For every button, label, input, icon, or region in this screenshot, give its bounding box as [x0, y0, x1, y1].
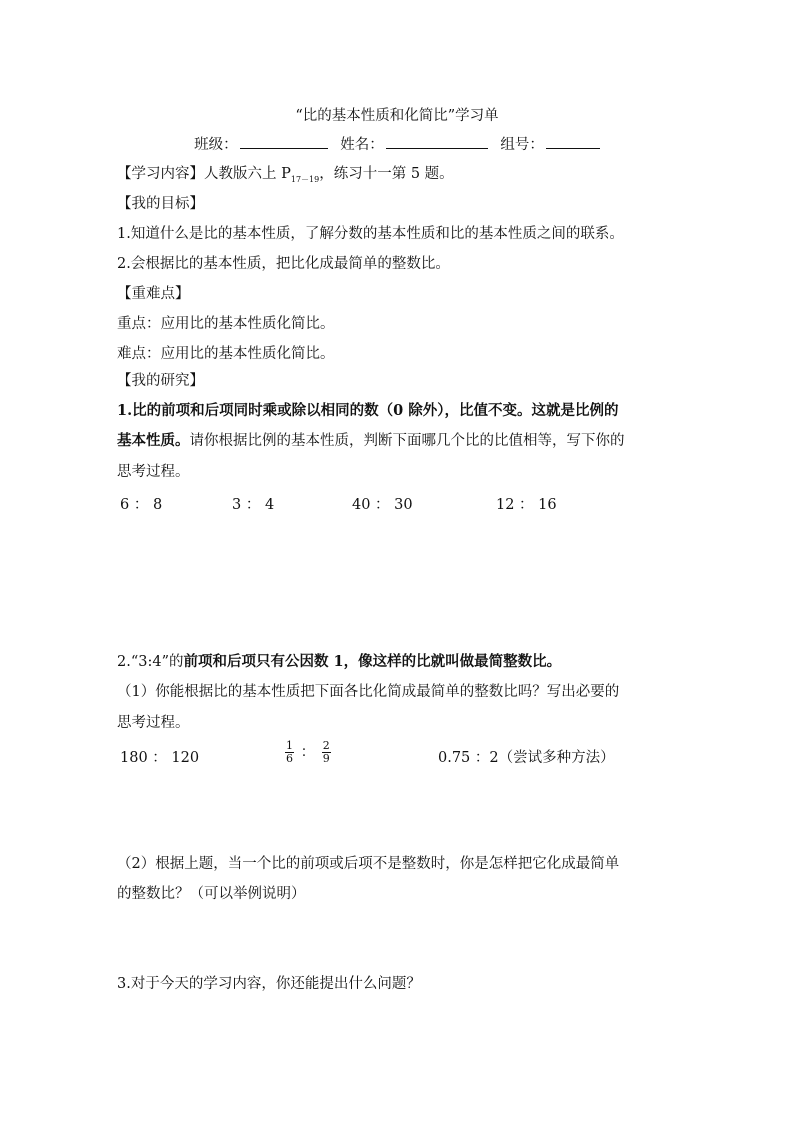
q1-instruction: 请你根据比例的基本性质，判断下面哪几个比的比值相等，写下你的: [189, 433, 625, 449]
q2-line-1: [117, 650, 561, 671]
ratio-colon: ：: [300, 744, 316, 761]
page-title: “比的基本性质和化简比”学习单: [295, 108, 499, 124]
fraction-two-ninths: [322, 740, 331, 765]
key-difficulty: 难点：应用比的基本性质化简比。: [117, 346, 335, 362]
group-label: 组号：: [500, 137, 544, 153]
q1-bold-term: 基本性质。: [117, 432, 190, 449]
learning-content: [117, 162, 454, 185]
q1-line-3: 思考过程。: [117, 464, 190, 480]
numerator: 2: [322, 739, 330, 752]
ratio-4: 12 ： 16: [496, 497, 557, 513]
q2-definition: 前项和后项只有公因数 1，像这样的比就叫做最简整数比。: [183, 653, 562, 670]
key-focus: 重点：应用比的基本性质化简比。: [117, 316, 335, 332]
q2-sub2-line-1: （2）根据上题，当一个比的前项或后项不是整数时，你是怎样把它化成最简单: [117, 856, 620, 872]
ratio-2: 3 ： 4: [232, 497, 275, 513]
goals-heading: 【我的目标】: [117, 196, 204, 212]
research-heading: 【我的研究】: [117, 373, 204, 389]
denominator: 6: [286, 752, 293, 765]
q1-line-2: [117, 429, 625, 450]
numerator: 1: [286, 739, 293, 752]
ratio-075-2: 0.75 ：2（尝试多种方法）: [438, 750, 615, 766]
goal-item-2: 2.会根据比的基本性质，把比化成最简单的整数比。: [117, 256, 450, 272]
key-heading: 【重难点】: [117, 286, 190, 302]
fraction-one-sixth: [285, 740, 294, 765]
learning-content-label: 【学习内容】: [117, 166, 204, 182]
class-label: 班级：: [194, 137, 238, 153]
denominator: 9: [322, 752, 330, 765]
q1-line-1: 1.比的前项和后项同时乘或除以相同的数（0 除外），比值不变。这就是比例的: [117, 402, 619, 419]
ratio-3: 40 ： 30: [352, 497, 413, 513]
goal-item-1: 1.知道什么是比的基本性质，了解分数的基本性质和比的基本性质之间的联系。: [117, 226, 624, 242]
name-blank[interactable]: [386, 133, 488, 149]
q2-sub1-line-2: 思考过程。: [117, 715, 190, 731]
group-blank[interactable]: [546, 133, 600, 149]
ratio-180-120: 180 ： 120: [120, 750, 200, 766]
fraction-ratio: [283, 740, 333, 765]
learning-content-text-a: 人教版六上 P: [204, 166, 291, 182]
q2-prefix: 2.“3:4”的: [117, 654, 184, 670]
q2-sub2-line-2: 的整数比？（可以举例说明）: [117, 886, 306, 902]
student-info-row: [0, 133, 794, 154]
q3: 3.对于今天的学习内容，你还能提出什么问题？: [117, 976, 421, 992]
learning-content-text-b: ，练习十一第 5 题。: [319, 166, 454, 182]
name-label: 姓名：: [340, 137, 384, 153]
q2-sub1-line-1: （1）你能根据比的基本性质把下面各比化简成最简单的整数比吗？写出必要的: [117, 684, 620, 700]
ratio-1: 6 ： 8: [120, 497, 163, 513]
class-blank[interactable]: [240, 133, 328, 149]
page-range-subscript: 17－19: [290, 174, 320, 184]
